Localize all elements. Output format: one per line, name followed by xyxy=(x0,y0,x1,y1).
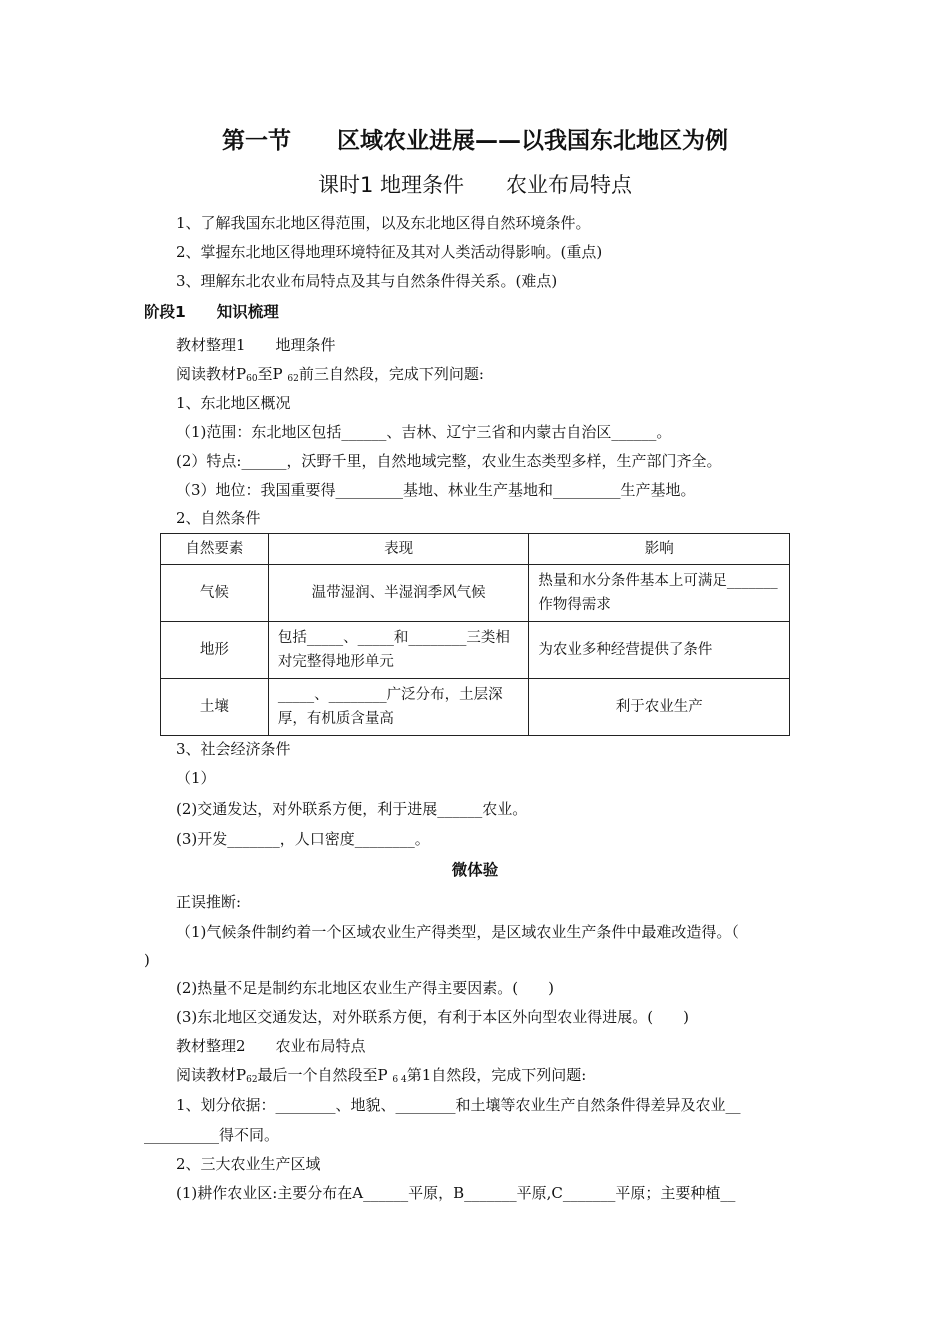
section1-reading-instruction xyxy=(176,364,484,389)
table-cell-impact: 热量和水分条件基本上可满足_______作物得需求 xyxy=(529,565,790,622)
judge-item-2: (2)热量不足是制约东北地区农业生产得主要因素。( ) xyxy=(176,979,554,997)
table-cell-impact: 为农业多种经营提供了条件 xyxy=(529,622,790,679)
reading-prefix: 阅读教材P xyxy=(176,365,247,383)
section2-reading-instruction xyxy=(176,1065,586,1090)
reading-suffix: 前三自然段，完成下列问题: xyxy=(298,365,484,383)
nature-heading: 2、自然条件 xyxy=(176,509,261,527)
judge-item-1: （1)气候条件制约着一个区域农业生产得类型，是区域农业生产条件中最难改造得。（ xyxy=(176,923,739,941)
objective-3: 3、理解东北农业布局特点及其与自然条件得关系。(难点) xyxy=(176,272,558,290)
overview-heading: 1、东北地区概况 xyxy=(176,394,291,412)
social-item-1: （1） xyxy=(176,769,216,787)
table-header-cell: 自然要素 xyxy=(161,534,269,565)
region-item-1: (1)耕作农业区:主要分布在A______平原，B_______平原,C_______平原；主要种植__ xyxy=(176,1184,736,1202)
table-cell-impact: 利于农业生产 xyxy=(529,679,790,736)
table-cell-performance: 温带湿润、半湿润季风气候 xyxy=(268,565,529,622)
page-subscript: 6 4 xyxy=(392,1075,407,1085)
section1-heading: 教材整理1 地理条件 xyxy=(176,336,336,354)
objective-2: 2、掌握东北地区得地理环境特征及其对人类活动得影响。(重点) xyxy=(176,243,603,261)
page-subscript: 62 xyxy=(287,374,299,384)
table-cell-performance: _____、________广泛分布，土层深厚，有机质含量高 xyxy=(268,679,529,736)
reading-suffix: 第1自然段，完成下列问题: xyxy=(406,1066,587,1084)
judge-label: 正误推断: xyxy=(176,893,242,911)
table-row xyxy=(161,622,790,679)
page-subscript: 62 xyxy=(246,1075,258,1085)
table-header-row xyxy=(161,534,790,565)
table-header-cell: 影响 xyxy=(529,534,790,565)
stage-heading: 阶段1 知识梳理 xyxy=(144,303,279,321)
page-title: 第一节 区域农业进展——以我国东北地区为例 xyxy=(222,128,728,154)
table-header-cell: 表现 xyxy=(268,534,529,565)
overview-item-scope: （1)范围：东北地区包括______、吉林、辽宁三省和内蒙古自治区______。 xyxy=(176,423,672,441)
natural-conditions-table xyxy=(160,533,790,736)
page-subtitle: 课时1 地理条件 农业布局特点 xyxy=(317,173,633,197)
division-basis-line2: __________得不同。 xyxy=(144,1126,280,1144)
objective-1: 1、了解我国东北地区得范围，以及东北地区得自然环境条件。 xyxy=(176,214,591,232)
reading-mid: 最后一个自然段至P xyxy=(257,1066,393,1084)
social-item-3: (3)开发_______，人口密度________。 xyxy=(176,830,430,848)
judge-item-1-wrap: ) xyxy=(144,951,150,969)
overview-item-features: (2）特点:______，沃野千里，自然地域完整，农业生态类型多样，生产部门齐全。 xyxy=(176,452,722,470)
reading-prefix: 阅读教材P xyxy=(176,1066,247,1084)
section2-heading: 教材整理2 农业布局特点 xyxy=(176,1037,366,1055)
social-item-2: (2)交通发达，对外联系方便，利于进展______农业。 xyxy=(176,800,528,818)
page-subscript: 60 xyxy=(246,374,258,384)
table-row xyxy=(161,565,790,622)
division-basis-line1: 1、划分依据：________、地貌、________和土壤等农业生产自然条件得差异及农业__ xyxy=(176,1096,741,1114)
micro-heading: 微体验 xyxy=(451,861,499,879)
table-row xyxy=(161,679,790,736)
table-cell-performance: 包括_____、_____和________三类相对完整得地形单元 xyxy=(268,622,529,679)
table-cell-element: 地形 xyxy=(161,622,269,679)
social-heading: 3、社会经济条件 xyxy=(176,740,291,758)
regions-heading: 2、三大农业生产区域 xyxy=(176,1155,321,1173)
overview-item-status: （3）地位：我国重要得_________基地、林业生产基地和_________生产基地。 xyxy=(176,481,696,499)
table-cell-element: 土壤 xyxy=(161,679,269,736)
judge-item-3: (3)东北地区交通发达，对外联系方便，有利于本区外向型农业得进展。( ) xyxy=(176,1008,689,1026)
reading-mid: 至P xyxy=(257,365,288,383)
table-cell-element: 气候 xyxy=(161,565,269,622)
